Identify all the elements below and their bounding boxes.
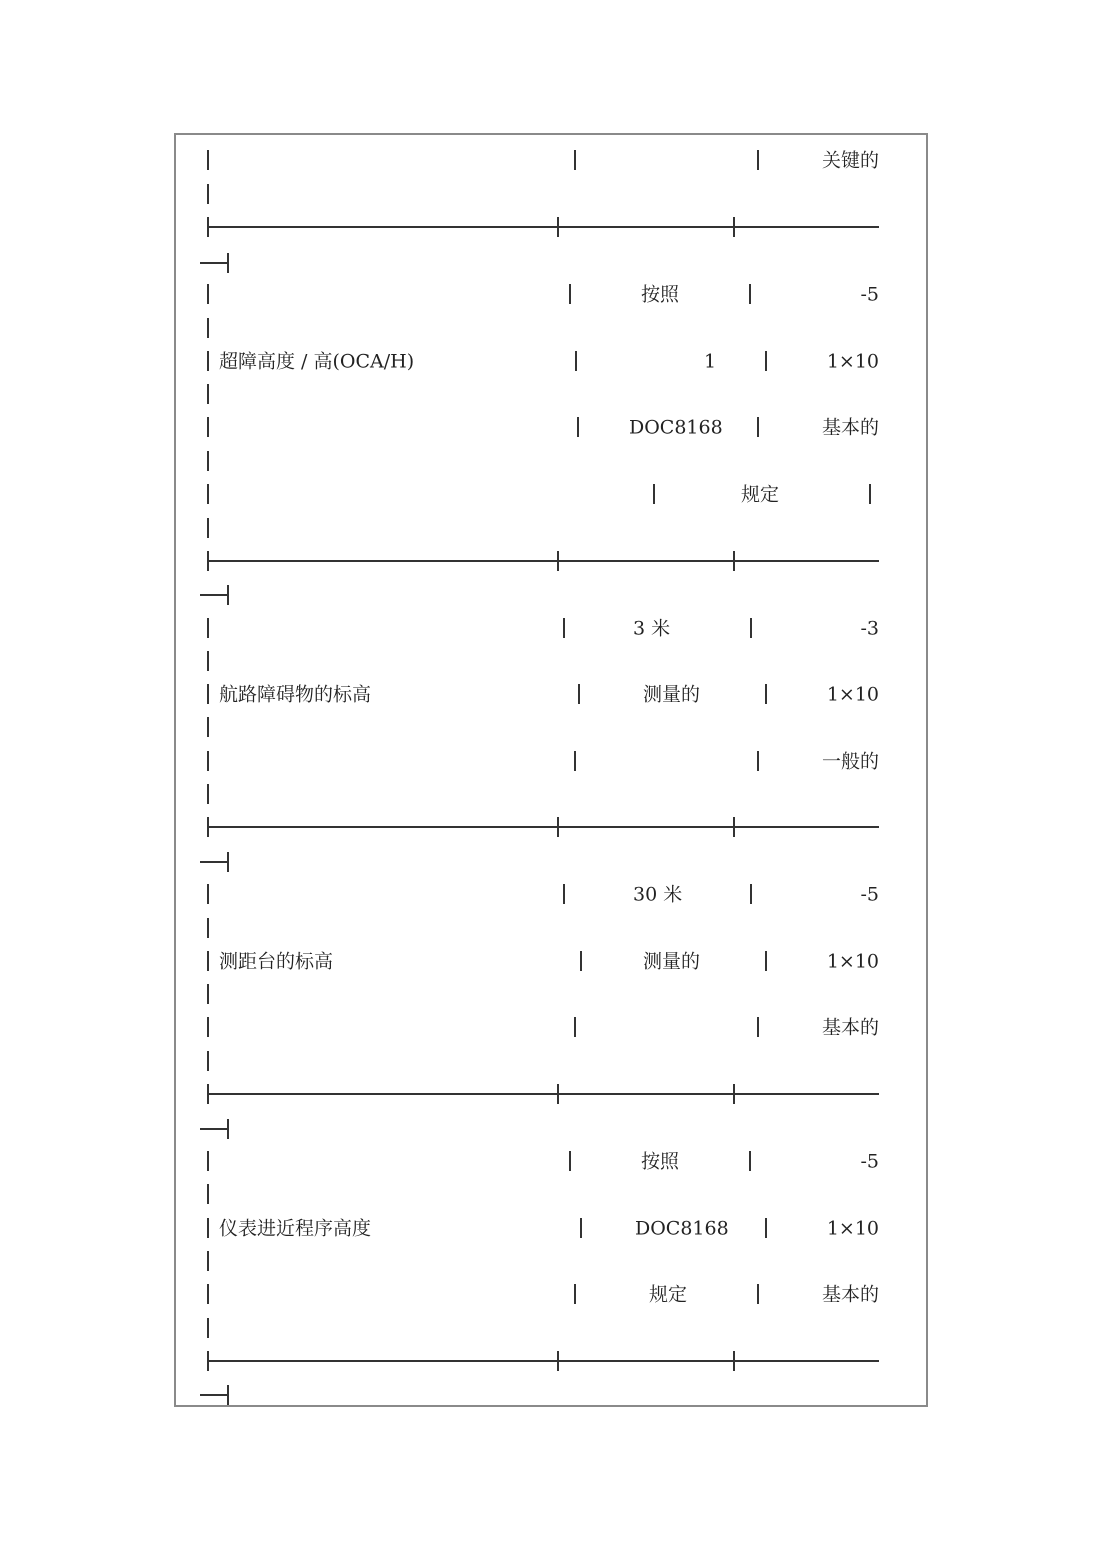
table-cell: 测量的 (643, 683, 701, 706)
table-border-mark (207, 1318, 209, 1338)
table-border-mark (757, 1017, 759, 1037)
table-rule (207, 560, 879, 562)
table-rule-junction (207, 1084, 209, 1104)
table-rule-tail (227, 253, 229, 273)
table-cell: 1×10 (826, 1217, 879, 1240)
table-border-mark (574, 1284, 576, 1304)
table-border-mark (574, 150, 576, 170)
table-border-mark (577, 417, 579, 437)
table-border-mark (569, 1151, 571, 1171)
table-border-mark (207, 1218, 209, 1238)
table-rule-junction (557, 817, 559, 837)
table-rule-junction (733, 217, 735, 237)
table-rule-junction (733, 551, 735, 571)
table-cell: 1 (704, 350, 717, 373)
table-cell: 基本的 (821, 416, 879, 439)
table-rule-tail (200, 594, 228, 596)
table-border-mark (207, 284, 209, 304)
table-rule-junction (733, 817, 735, 837)
table-border-mark (869, 484, 871, 504)
table-border-mark (207, 751, 209, 771)
table-border-mark (207, 984, 209, 1004)
table-border-mark (207, 884, 209, 904)
table-cell: -5 (860, 283, 879, 306)
table-border-mark (580, 1218, 582, 1238)
table-border-mark (563, 884, 565, 904)
table-rule-tail (227, 1119, 229, 1139)
table-border-mark (750, 884, 752, 904)
table-rule-junction (207, 217, 209, 237)
table-rule-junction (557, 1351, 559, 1371)
table-border-mark (207, 484, 209, 504)
table-cell: 规定 (649, 1283, 688, 1306)
table-rule-junction (557, 551, 559, 571)
table-rule (207, 1093, 879, 1095)
table-rule-junction (207, 1351, 209, 1371)
table-cell: 按照 (641, 1150, 680, 1173)
table-border-mark (563, 618, 565, 638)
table-cell: -5 (860, 1150, 879, 1173)
table-rule-tail (227, 852, 229, 872)
table-border-mark (757, 417, 759, 437)
table-cell: 规定 (741, 483, 780, 506)
row-label: 仪表进近程序高度 (219, 1217, 372, 1240)
table-rule-junction (207, 817, 209, 837)
table-cell: 一般的 (821, 750, 879, 773)
table-border-mark (578, 684, 580, 704)
table-border-mark (207, 1151, 209, 1171)
table-rule-tail (200, 861, 228, 863)
table-cell: 30 米 (633, 883, 683, 906)
table-border-mark (207, 717, 209, 737)
table-border-mark (207, 351, 209, 371)
table-border-mark (575, 351, 577, 371)
table-rule-tail (200, 1394, 228, 1396)
table-border-mark (207, 184, 209, 204)
table-border-mark (207, 618, 209, 638)
table-cell: DOC8168 (635, 1217, 729, 1240)
table-border-mark (207, 651, 209, 671)
table-border-mark (207, 1251, 209, 1271)
table-border-mark (750, 618, 752, 638)
table-border-mark (749, 1151, 751, 1171)
table-border-mark (207, 684, 209, 704)
table-rule-junction (733, 1084, 735, 1104)
row-label: 航路障碍物的标高 (219, 683, 372, 706)
table-border-mark (207, 1051, 209, 1071)
table-border-mark (574, 751, 576, 771)
table-rule-tail (200, 262, 228, 264)
table-border-mark (207, 784, 209, 804)
table-cell: -3 (860, 617, 879, 640)
table-rule (207, 226, 879, 228)
table-border-mark (207, 1184, 209, 1204)
table-border-mark (574, 1017, 576, 1037)
table-border-mark (207, 384, 209, 404)
table-border-mark (757, 751, 759, 771)
row-label: 测距台的标高 (219, 950, 334, 973)
table-cell: 1×10 (826, 950, 879, 973)
table-border-mark (757, 150, 759, 170)
table-border-mark (207, 1284, 209, 1304)
table-rule-junction (557, 217, 559, 237)
table-cell: 1×10 (826, 683, 879, 706)
table-rule-tail (227, 585, 229, 605)
table-border-mark (207, 417, 209, 437)
table-rule-junction (557, 1084, 559, 1104)
table-border-mark (765, 951, 767, 971)
table-cell: 基本的 (821, 1283, 879, 1306)
table-border-mark (749, 284, 751, 304)
table-rule (207, 826, 879, 828)
table-border-mark (765, 351, 767, 371)
table-cell: 测量的 (643, 950, 701, 973)
row-label: 超障高度 / 高(OCA/H) (219, 350, 415, 373)
table-cell: 1×10 (826, 350, 879, 373)
table-cell: 关键的 (821, 149, 879, 172)
table-border-mark (765, 684, 767, 704)
table-border-mark (580, 951, 582, 971)
table-rule (207, 1360, 879, 1362)
table-cell: 按照 (641, 283, 680, 306)
table-rule-junction (207, 551, 209, 571)
table-cell: 3 米 (633, 617, 671, 640)
table-border-mark (207, 150, 209, 170)
table-border-mark (765, 1218, 767, 1238)
table-border-mark (757, 1284, 759, 1304)
table-rule-junction (733, 1351, 735, 1371)
table-border-mark (207, 518, 209, 538)
table-rule-tail (227, 1385, 229, 1405)
table-border-mark (207, 1017, 209, 1037)
table-cell: -5 (860, 883, 879, 906)
table-cell: DOC8168 (629, 416, 723, 439)
table-border-mark (207, 318, 209, 338)
page-frame (174, 133, 928, 1407)
table-border-mark (569, 284, 571, 304)
table-border-mark (207, 451, 209, 471)
table-cell: 基本的 (821, 1016, 879, 1039)
table-rule-tail (200, 1128, 228, 1130)
table-border-mark (207, 951, 209, 971)
table-border-mark (207, 918, 209, 938)
table-border-mark (653, 484, 655, 504)
